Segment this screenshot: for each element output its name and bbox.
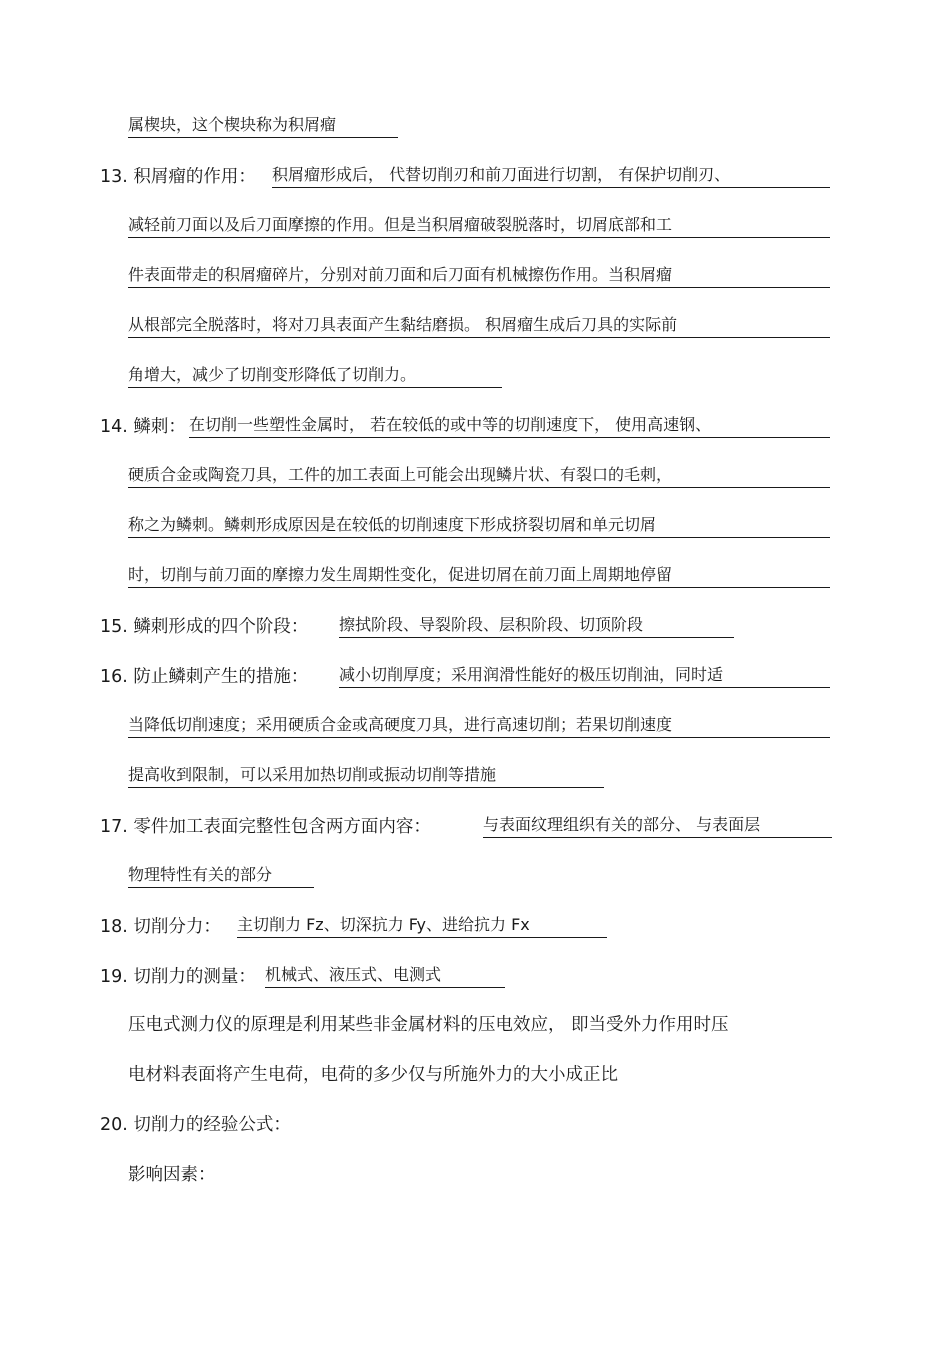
body-text: [128, 1060, 618, 1090]
answer-line: [128, 213, 830, 238]
answer-text: 主切削力 Fz、切深抗力 Fy、进给抗力 Fx: [237, 915, 530, 934]
item-number: 20.: [100, 1115, 128, 1135]
item-number: 13.: [100, 167, 128, 187]
item-number: 19.: [100, 967, 128, 987]
item-14: [100, 412, 186, 442]
body-text-content: 压电式测力仪的原理是利用某些非金属材料的压电效应， 即当受外力作用时压: [128, 1015, 729, 1035]
item-15: [100, 612, 308, 642]
answer-line: [483, 813, 832, 838]
answer-line: [272, 163, 830, 188]
item-number: 14.: [100, 417, 128, 437]
answer-text: 角增大，减少了切削变形降低了切削力。: [128, 365, 417, 384]
answer-text: 减轻前刀面以及后刀面摩擦的作用。但是当积屑瘤破裂脱落时，切屑底部和工: [128, 215, 673, 234]
item-17: [100, 812, 431, 842]
item-label: 影响因素：: [128, 1165, 216, 1185]
answer-line: [189, 413, 830, 438]
body-text-content: 电材料表面将产生电荷，电荷的多少仅与所施外力的大小成正比: [128, 1065, 618, 1085]
answer-text: 机械式、液压式、电测式: [265, 965, 442, 984]
item-18: [100, 912, 221, 942]
answer-line: [339, 663, 830, 688]
answer-text: 从根部完全脱落时，将对刀具表面产生黏结磨损。 积屑瘤生成后刀具的实际前: [128, 315, 678, 334]
answer-line: [128, 563, 830, 588]
answer-text: 件表面带走的积屑瘤碎片，分别对前刀面和后刀面有机械擦伤作用。当积屑瘤: [128, 265, 673, 284]
item-label: 鳞刺形成的四个阶段：: [133, 617, 309, 637]
item-label: 切削力的经验公式：: [133, 1115, 291, 1135]
answer-text: 当降低切削速度；采用硬质合金或高硬度刀具，进行高速切削；若果切削速度: [128, 715, 673, 734]
answer-text: 属楔块，这个楔块称为积屑瘤: [128, 115, 337, 134]
answer-text: 称之为鳞刺。鳞刺形成原因是在较低的切削速度下形成挤裂切屑和单元切屑: [128, 515, 657, 534]
answer-text: 提高收到限制，可以采用加热切削或振动切削等措施: [128, 765, 497, 784]
answer-line: [128, 363, 502, 388]
item-number: 16.: [100, 667, 128, 687]
item-label: 鳞刺：: [133, 417, 186, 437]
answer-line: [237, 913, 607, 938]
influence-factors-label: [128, 1160, 216, 1190]
answer-line: [128, 463, 830, 488]
item-label: 切削分力：: [133, 917, 221, 937]
item-number: 17.: [100, 817, 128, 837]
answer-text: 减小切削厚度；采用润滑性能好的极压切削油，同时适: [339, 665, 724, 684]
answer-text: 擦拭阶段、导裂阶段、层积阶段、切顶阶段: [339, 615, 644, 634]
item-20: [100, 1110, 291, 1140]
answer-line: [128, 513, 830, 538]
item-label: 零件加工表面完整性包含两方面内容：: [133, 817, 431, 837]
answer-line: [265, 963, 505, 988]
answer-text: 物理特性有关的部分: [128, 865, 273, 884]
item-label: 积屑瘤的作用：: [133, 167, 256, 187]
item-label: 切削力的测量：: [133, 967, 256, 987]
answer-line: [128, 263, 830, 288]
answer-text: 在切削一些塑性金属时， 若在较低的或中等的切削速度下， 使用高速钢、: [189, 415, 712, 434]
body-text: [128, 1010, 729, 1040]
answer-text: 与表面纹理组织有关的部分、 与表面层: [483, 815, 761, 834]
item-label: 防止鳞刺产生的措施：: [133, 667, 309, 687]
answer-line: [128, 763, 604, 788]
item-16: [100, 662, 308, 692]
item-13: [100, 162, 256, 192]
answer-text: 硬质合金或陶瓷刀具，工件的加工表面上可能会出现鳞片状、有裂口的毛刺，: [128, 465, 673, 484]
answer-line: [339, 613, 734, 638]
answer-line: [128, 113, 398, 138]
answer-text: 时，切削与前刀面的摩擦力发生周期性变化，促进切屑在前刀面上周期地停留: [128, 565, 673, 584]
item-number: 18.: [100, 917, 128, 937]
answer-text: 积屑瘤形成后， 代替切削刃和前刀面进行切割， 有保护切削刃、: [272, 165, 731, 184]
item-number: 15.: [100, 617, 128, 637]
item-19: [100, 962, 256, 992]
answer-line: [128, 313, 830, 338]
answer-line: [128, 713, 830, 738]
answer-line: [128, 863, 314, 888]
